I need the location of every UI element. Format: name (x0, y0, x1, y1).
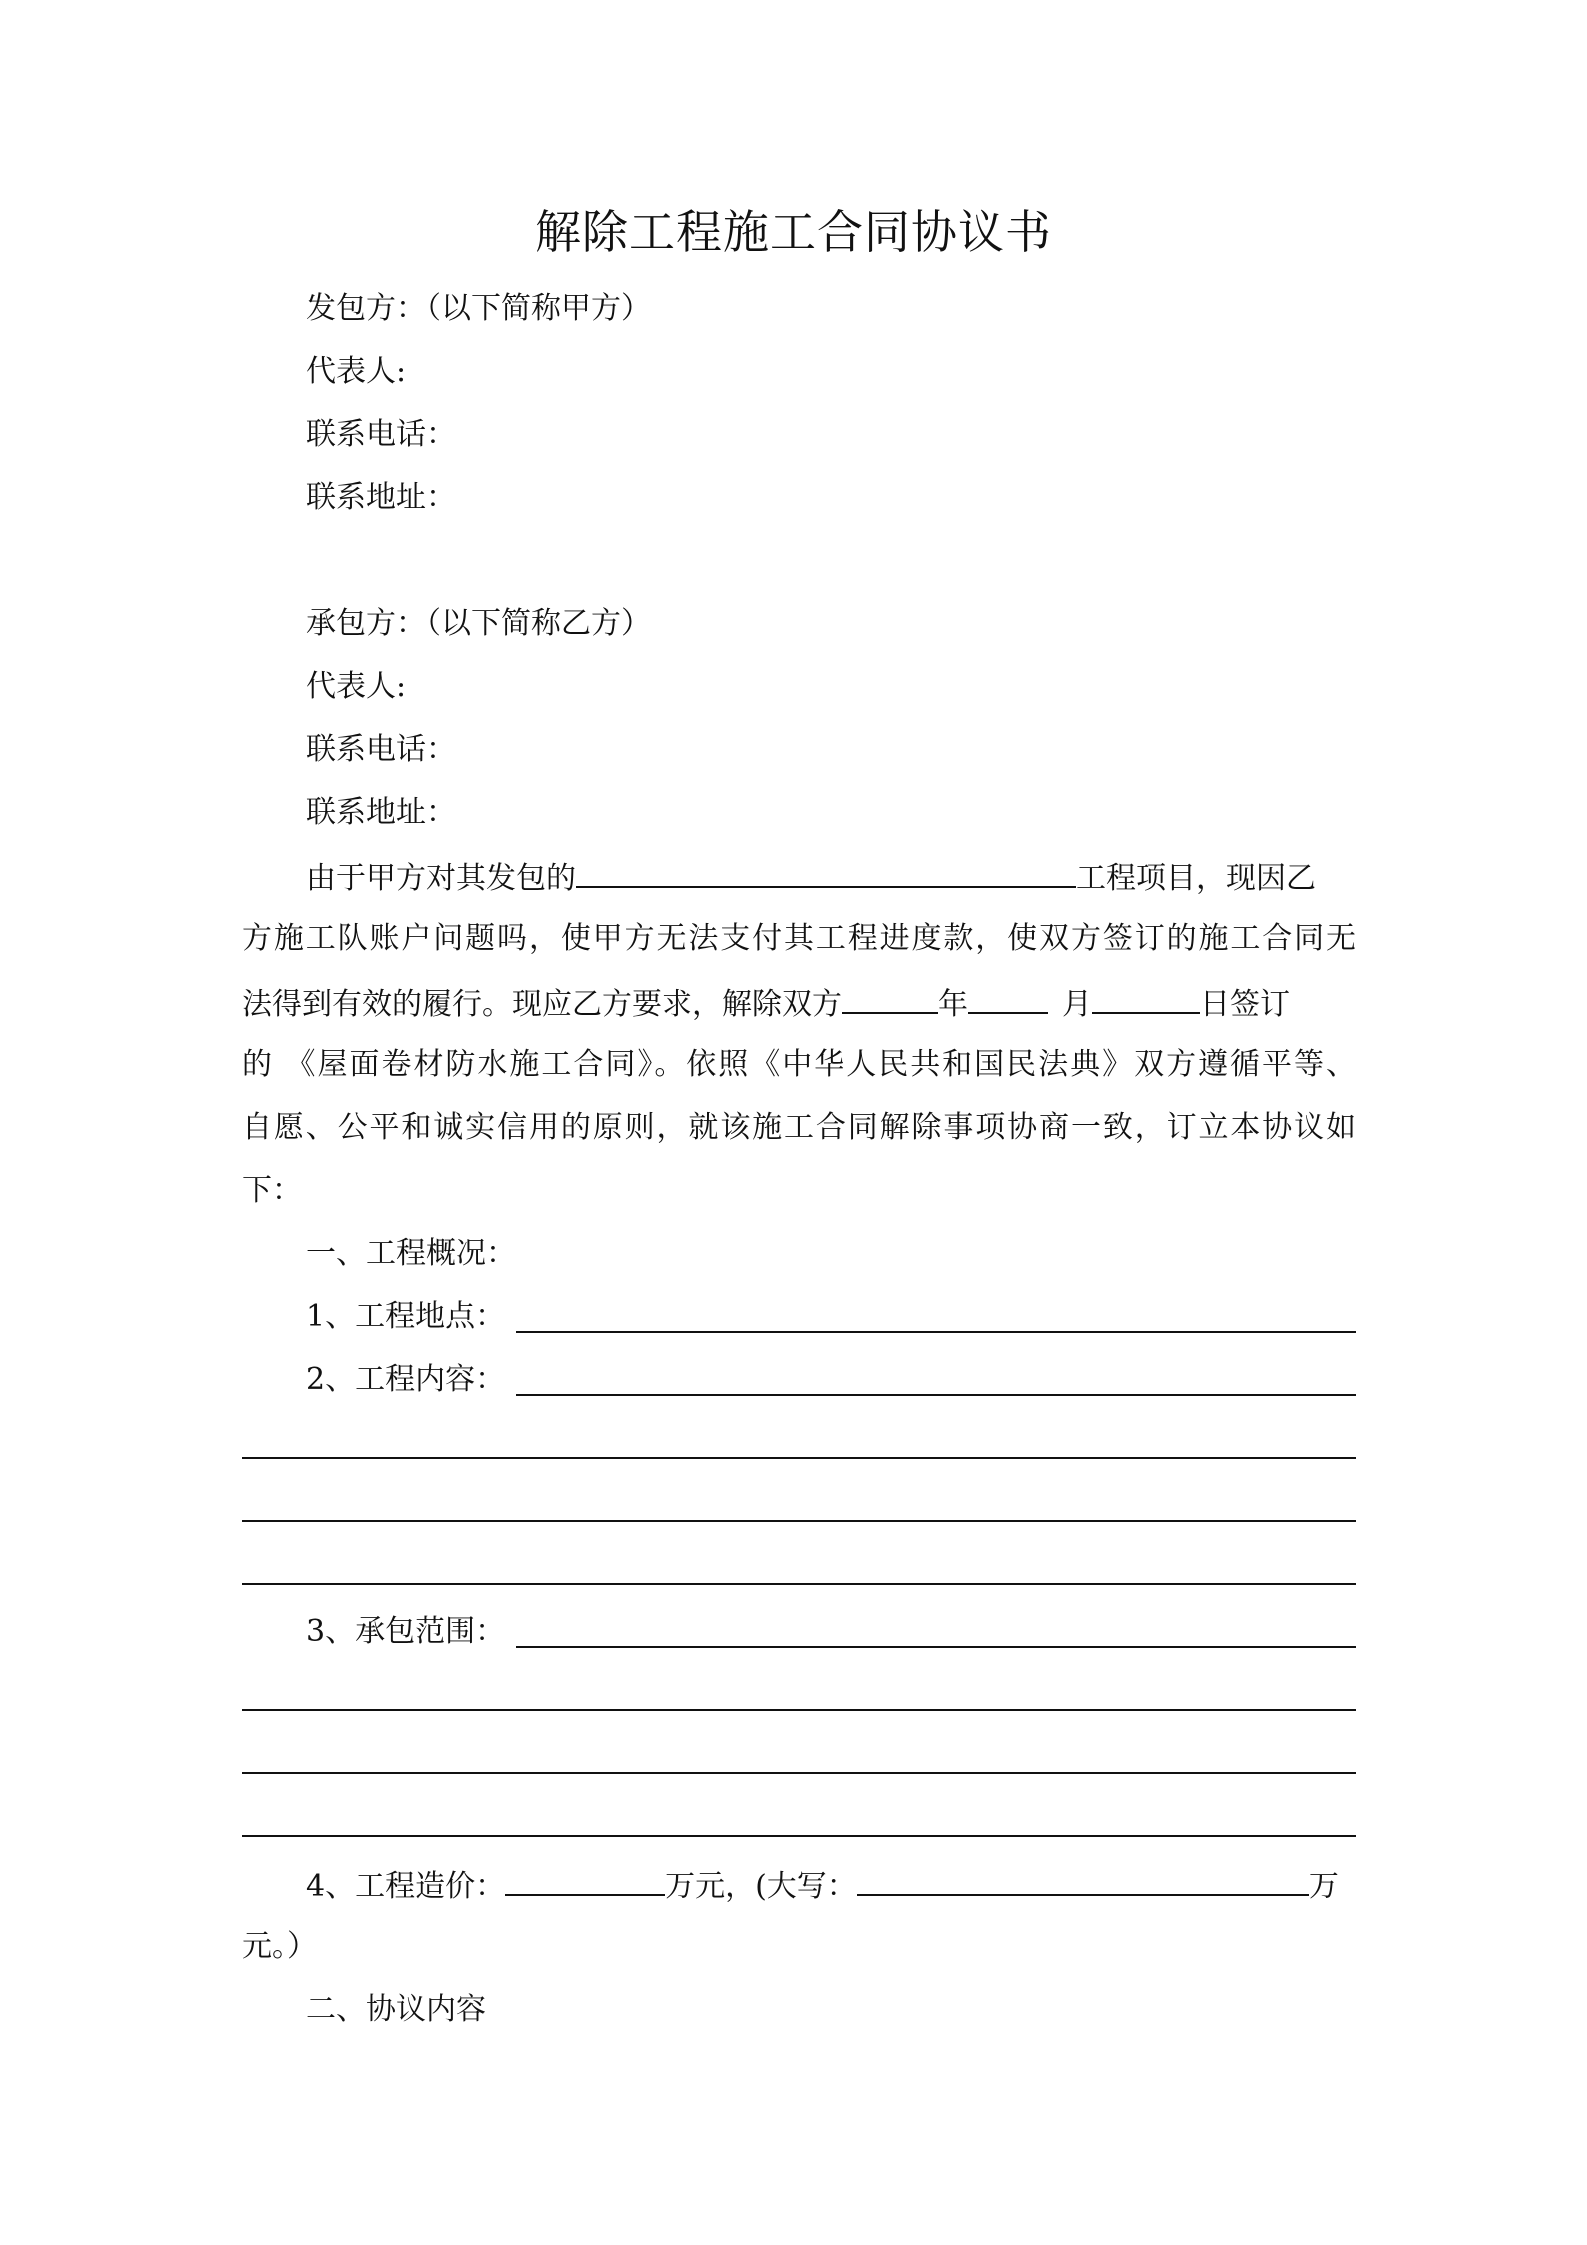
body-line-1-a: 由于甲方对其发包的 (306, 861, 576, 896)
item-4-unit: 万元，(大写： (665, 1869, 857, 1904)
body-line-5: 自愿、公平和诚实信用的原则，就该施工合同解除事项协商一致，订立本协议如 (242, 1110, 1356, 1145)
party-b-header: 承包方：（以下简称乙方） (306, 606, 651, 641)
item-3-label: 3、承包范围： (306, 1614, 506, 1649)
body-line-2: 方施工队账户问题吗，使甲方无法支付其工程进度款，使双方签订的施工合同无 (242, 921, 1356, 956)
item-3-blank-line (242, 1772, 1356, 1774)
body-line-3-a: 法得到有效的履行。现应乙方要求，解除双方 (242, 987, 842, 1022)
body-line-1-b: 工程项目，现因乙 (1076, 861, 1316, 896)
month-blank (968, 982, 1048, 1014)
day-blank (1092, 982, 1200, 1014)
party-a-representative: 代表人: (306, 354, 407, 389)
party-b-phone: 联系电话： (306, 732, 456, 767)
item-4-line-2: 元。） (242, 1929, 317, 1964)
body-line-3-d: 日签订 (1200, 987, 1290, 1022)
item-4-label: 4、工程造价： (306, 1869, 506, 1904)
item-2-label: 2、工程内容： (306, 1362, 506, 1397)
item-3-blank-line (242, 1709, 1356, 1711)
party-a-phone: 联系电话： (306, 417, 456, 452)
cost-number-blank (505, 1864, 665, 1896)
body-line-3 (242, 982, 1290, 1022)
section-1-heading: 一、工程概况： (306, 1236, 516, 1271)
item-4-line (306, 1864, 1339, 1904)
item-1-blank (516, 1331, 1356, 1333)
item-2-blank (516, 1394, 1356, 1396)
year-blank (842, 982, 938, 1014)
item-4-unit-2: 万 (1308, 1869, 1339, 1904)
party-a-header: 发包方：（以下简称甲方） (306, 291, 651, 326)
item-2-blank-line (242, 1583, 1356, 1585)
item-1-label: 1、工程地点： (306, 1299, 506, 1334)
party-b-representative: 代表人: (306, 669, 407, 704)
item-3-blank-line (242, 1835, 1356, 1837)
body-line-6: 下： (242, 1173, 302, 1208)
body-line-1 (306, 856, 1316, 896)
cost-words-blank (857, 1864, 1309, 1896)
item-2-blank-line (242, 1520, 1356, 1522)
body-line-4: 的 《屋面卷材防水施工合同》。依照《中华人民共和国民法典》双方遵循平等、 (242, 1047, 1356, 1082)
project-name-blank (576, 856, 1076, 888)
document-title: 解除工程施工合同协议书 (535, 205, 1052, 259)
party-b-address: 联系地址： (306, 795, 456, 830)
party-a-address: 联系地址： (306, 480, 456, 515)
item-2-blank-line (242, 1457, 1356, 1459)
section-2-heading: 二、协议内容 (306, 1992, 486, 2027)
body-line-3-b: 年 (938, 987, 968, 1022)
body-line-3-c: 月 (1062, 987, 1092, 1022)
item-3-blank (516, 1646, 1356, 1648)
